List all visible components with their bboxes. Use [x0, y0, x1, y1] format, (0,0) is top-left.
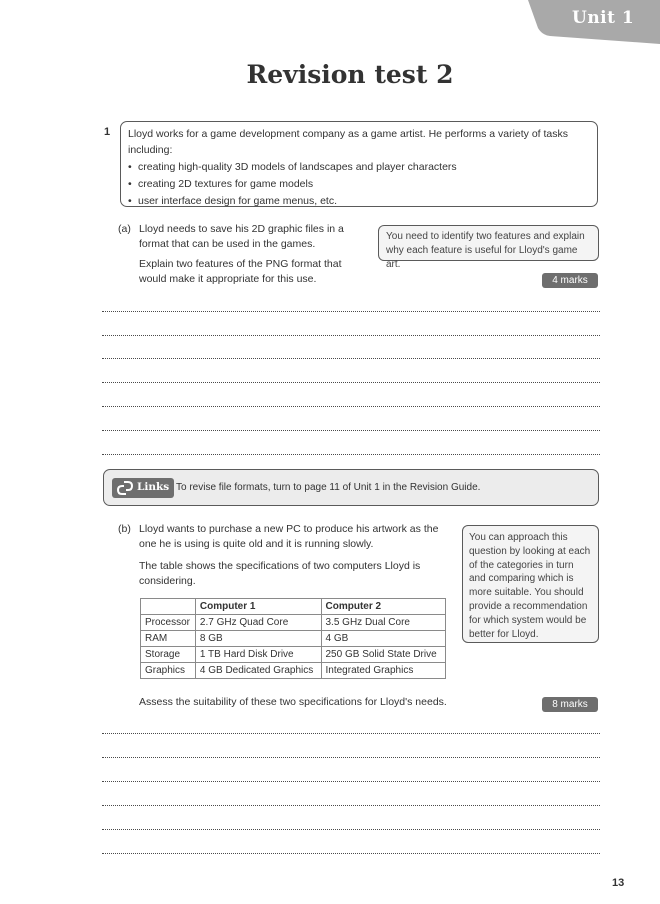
table-cell: Graphics: [141, 663, 196, 679]
page-number: 13: [612, 877, 625, 889]
part-b-prompt: Assess the suitability of these two specifications for Lloyd's needs.: [139, 696, 447, 708]
part-b-label: (b): [118, 523, 131, 535]
table-header-cell: Computer 2: [321, 599, 446, 615]
part-b-paragraph-2: The table shows the specifications of two computers Lloyd is considering.: [139, 560, 421, 587]
part-a-hint-box: You need to identify two features and explain why each feature is useful for Lloyd's game art.: [378, 225, 599, 261]
table-cell: 2.7 GHz Quad Core: [195, 615, 321, 631]
links-label: Links: [137, 481, 170, 493]
answer-line[interactable]: [102, 335, 600, 336]
links-box: [103, 469, 599, 506]
table-row: [141, 631, 446, 647]
part-a-paragraph-2: Explain two features of the PNG format that would make it appropriate for this use.: [139, 258, 342, 285]
part-b-hint-box: You can approach this question by looking at each of the categories in turn and comparing which is more suitable. You should provide a recommendation for which system would be better for Lloyd.: [462, 525, 599, 643]
table-header-cell: [141, 599, 196, 615]
answer-line[interactable]: [102, 853, 600, 854]
table-cell: 4 GB Dedicated Graphics: [195, 663, 321, 679]
table-cell: 8 GB: [195, 631, 321, 647]
task-list: [128, 159, 590, 209]
answer-line[interactable]: [102, 406, 600, 407]
answer-line[interactable]: [102, 781, 600, 782]
table-cell: 1 TB Hard Disk Drive: [195, 647, 321, 663]
task-item: • creating high-quality 3D models of landscapes and player characters: [128, 159, 590, 175]
question-intro-text: Lloyd works for a game development company as a game artist. He performs a variety of tasks including:: [128, 128, 569, 156]
table-cell: RAM: [141, 631, 196, 647]
specification-table: [140, 598, 446, 679]
page-title: Revision test 2: [246, 60, 454, 89]
answer-line[interactable]: [102, 733, 600, 734]
answer-line[interactable]: [102, 829, 600, 830]
answer-line[interactable]: [102, 757, 600, 758]
part-a-paragraph-1: Lloyd needs to save his 2D graphic files in a format that can be used in the games.: [139, 223, 344, 250]
table-cell: Integrated Graphics: [321, 663, 446, 679]
question-number: 1: [104, 126, 111, 138]
answer-line[interactable]: [102, 430, 600, 431]
task-item: • creating 2D textures for game models: [128, 176, 590, 192]
part-a-text: [139, 222, 359, 292]
answer-line[interactable]: [102, 382, 600, 383]
part-b-text: [139, 522, 444, 594]
part-b-marks-badge: 8 marks: [542, 697, 598, 712]
answer-line[interactable]: [102, 805, 600, 806]
unit-tab-label: Unit 1: [572, 8, 635, 28]
answer-line[interactable]: [102, 311, 600, 312]
table-cell: Processor: [141, 615, 196, 631]
question-intro-box: [120, 121, 598, 207]
table-cell: 4 GB: [321, 631, 446, 647]
answer-line[interactable]: [102, 358, 600, 359]
links-text: To revise file formats, turn to page 11 of Unit 1 in the Revision Guide.: [176, 482, 481, 493]
links-badge: [112, 478, 174, 498]
table-header-cell: Computer 1: [195, 599, 321, 615]
table-cell: Storage: [141, 647, 196, 663]
part-a-label: (a): [118, 223, 131, 235]
table-row: [141, 647, 446, 663]
part-b-paragraph-1: Lloyd wants to purchase a new PC to produce his artwork as the one he is using is quite old and it is running slowly.: [139, 523, 439, 550]
table-row: [141, 663, 446, 679]
part-a-marks-badge: 4 marks: [542, 273, 598, 288]
table-row: [141, 615, 446, 631]
chain-link-icon: [115, 479, 135, 497]
table-cell: 250 GB Solid State Drive: [321, 647, 446, 663]
unit-tab: [528, 0, 660, 44]
task-item: • user interface design for game menus, etc.: [128, 193, 590, 209]
answer-line[interactable]: [102, 454, 600, 455]
table-cell: 3.5 GHz Dual Core: [321, 615, 446, 631]
table-header-row: [141, 599, 446, 615]
